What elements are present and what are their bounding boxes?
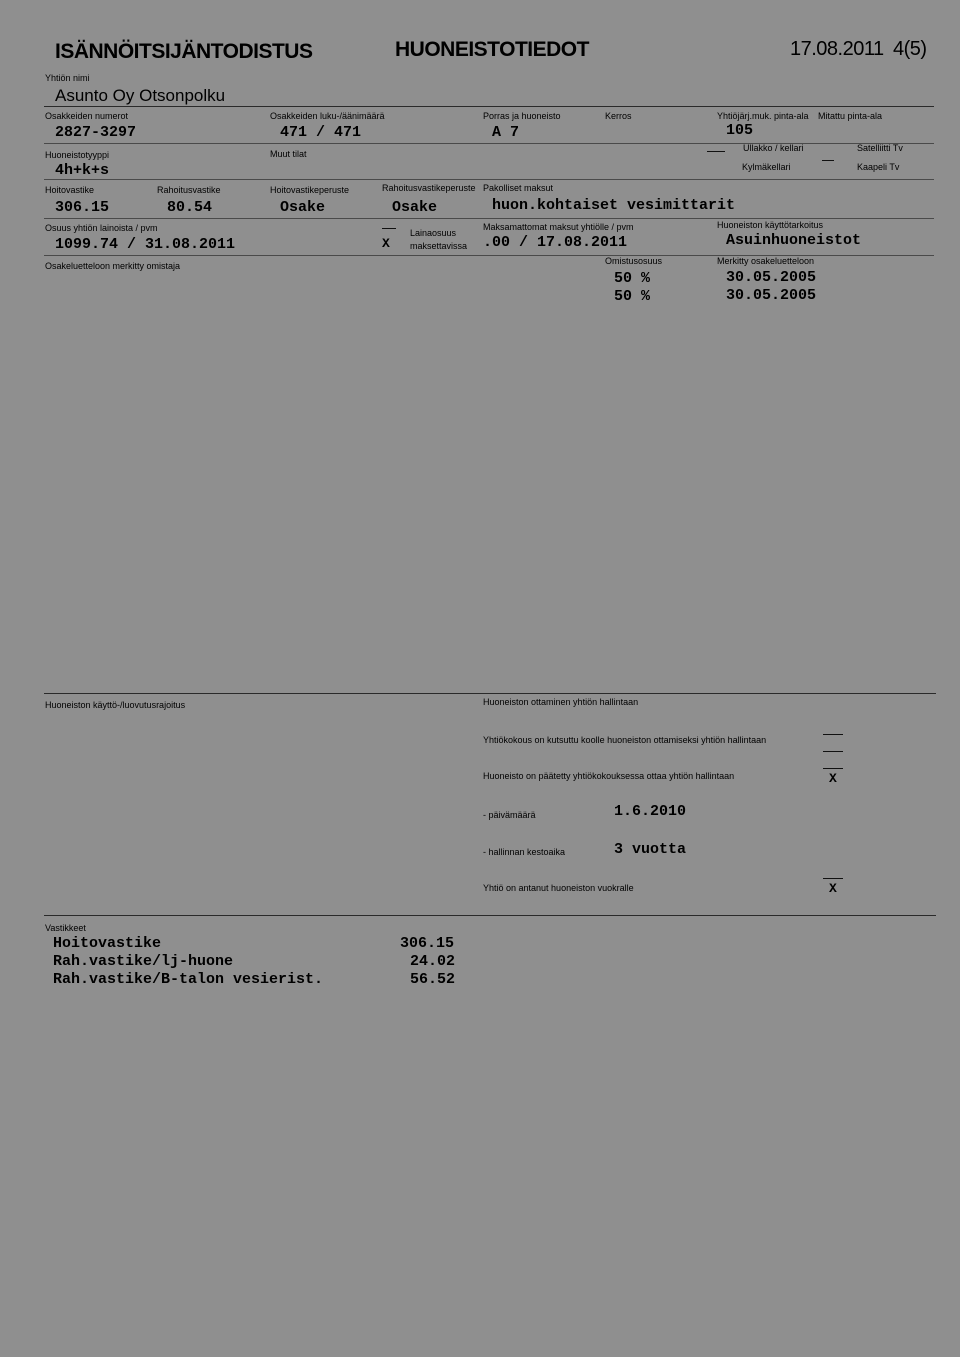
cold-cellar-label: Kylmäkellari	[742, 162, 791, 172]
charge-name: Rah.vastike/B-talon vesierist.	[53, 971, 324, 988]
maintenance-basis: Osake	[280, 199, 326, 216]
takeover-duration-label: - hallinnan kestoaika	[483, 847, 566, 857]
divider	[44, 915, 936, 916]
cable-tv-label: Kaapeli Tv	[857, 162, 900, 172]
mandatory-fees-label: Pakolliset maksut	[483, 183, 554, 193]
share-count-label: Osakkeiden luku-/äänimäärä	[270, 111, 385, 121]
takeover-duration: 3 vuotta	[614, 841, 687, 858]
page-number: 4(5)	[893, 38, 927, 60]
registry-date: 30.05.2005	[726, 269, 817, 286]
registered-owner-label: Osakeluetteloon merkitty omistaja	[45, 261, 181, 271]
takeover-date-label: - päivämäärä	[483, 810, 536, 820]
meeting-called-blank	[823, 751, 843, 752]
charge-amount: 56.52	[410, 971, 456, 988]
use-restriction-label: Huoneiston käyttö-/luovutusrajoitus	[45, 700, 186, 710]
ownership-share: 50 %	[614, 288, 651, 305]
checkbox-line	[382, 228, 396, 229]
finance-basis-label: Rahoitusvastikeperuste	[382, 183, 476, 193]
satellite-tv-label: Satelliitti Tv	[857, 143, 903, 153]
usage-purpose-label: Huoneiston käyttötarkoitus	[717, 220, 824, 230]
area-measured-label: Mitattu pinta-ala	[818, 111, 883, 121]
ownership-share: 50 %	[614, 270, 651, 287]
unpaid-fees-label: Maksamattomat maksut yhtiölle / pvm	[483, 222, 634, 232]
checkbox-line	[823, 878, 843, 879]
charge-name: Hoitovastike	[53, 935, 162, 952]
other-spaces-label: Muut tilat	[270, 149, 307, 159]
takeover-date: 1.6.2010	[614, 803, 687, 820]
area-registered-label: Yhtiöjärj.muk. pinta-ala	[717, 111, 809, 121]
finance-basis: Osake	[392, 199, 438, 216]
loan-payable-mark: X	[382, 236, 390, 251]
apartment-type-label: Huoneistotyyppi	[45, 150, 110, 160]
finance-fee-label: Rahoitusvastike	[157, 185, 221, 195]
checkbox-line	[823, 768, 843, 769]
divider	[44, 693, 936, 694]
registry-date-label: Merkitty osakeluetteloon	[717, 256, 815, 266]
maintenance-basis-label: Hoitovastikeperuste	[270, 185, 350, 195]
registry-date: 30.05.2005	[726, 287, 817, 304]
area-registered: 105	[726, 122, 754, 139]
rented-text: Yhtiö on antanut huoneiston vuokralle	[483, 883, 634, 893]
meeting-called-blank	[823, 734, 843, 735]
usage-purpose: Asuinhuoneistot	[726, 232, 862, 249]
ownership-share-label: Omistusosuus	[605, 256, 663, 266]
share-count: 471 / 471	[280, 124, 362, 141]
charge-amount: 24.02	[410, 953, 456, 970]
mandatory-fees: huon.kohtaiset vesimittarit	[492, 197, 736, 214]
maintenance-fee: 306.15	[55, 199, 110, 216]
section-title: HUONEISTOTIEDOT	[395, 38, 589, 61]
charges-label: Vastikkeet	[45, 923, 86, 933]
apartment-type: 4h+k+s	[55, 162, 110, 179]
stair-apartment-label: Porras ja huoneisto	[483, 111, 561, 121]
document-date: 17.08.2011	[790, 38, 884, 60]
attic-blank	[707, 151, 725, 152]
loan-payable-label-2: maksettavissa	[410, 241, 468, 251]
share-numbers: 2827-3297	[55, 124, 137, 141]
floor-label: Kerros	[605, 111, 632, 121]
share-numbers-label: Osakkeiden numerot	[45, 111, 129, 121]
divider	[44, 106, 934, 107]
loan-share-label: Osuus yhtiön lainoista / pvm	[45, 223, 158, 233]
company-name: Asunto Oy Otsonpolku	[55, 86, 226, 105]
finance-fee: 80.54	[167, 199, 213, 216]
cable-blank	[822, 160, 834, 161]
rented-mark: X	[829, 881, 837, 896]
document-title: ISÄNNÖITSIJÄNTODISTUS	[55, 40, 313, 63]
takeover-decided-mark: X	[829, 771, 837, 786]
loan-payable-label: Lainaosuus	[410, 228, 457, 238]
charge-amount: 306.15	[400, 935, 455, 952]
loan-share: 1099.74 / 31.08.2011	[55, 236, 236, 253]
maintenance-fee-label: Hoitovastike	[45, 185, 95, 195]
charge-name: Rah.vastike/lj-huone	[53, 953, 234, 970]
unpaid-fees: .00 / 17.08.2011	[483, 234, 628, 251]
attic-cellar-label: Ullakko / kellari	[743, 143, 804, 153]
takeover-decided-text: Huoneisto on päätetty yhtiökokouksessa ottaa yhtiön hallintaan	[483, 771, 735, 781]
divider	[44, 218, 934, 219]
divider	[44, 179, 934, 180]
meeting-called-text: Yhtiökokous on kutsuttu koolle huoneiston ottamiseksi yhtiön hallintaan	[483, 735, 767, 745]
stair-apartment: A 7	[492, 124, 520, 141]
takeover-title: Huoneiston ottaminen yhtiön hallintaan	[483, 697, 639, 707]
company-name-label: Yhtiön nimi	[45, 73, 90, 83]
